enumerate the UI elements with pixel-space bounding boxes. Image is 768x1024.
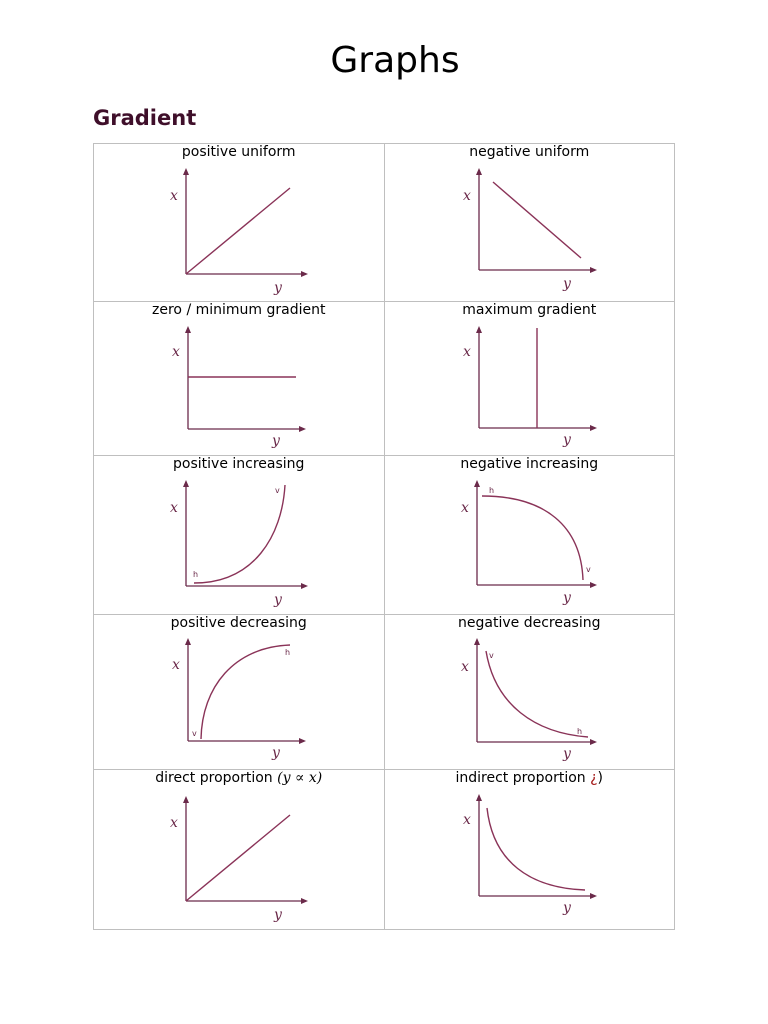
axis-arrow xyxy=(185,326,191,333)
axis-arrow xyxy=(183,796,189,803)
graph-caption: zero / minimum gradient xyxy=(152,302,326,318)
caption-text: direct proportion xyxy=(155,770,273,786)
curve xyxy=(186,188,290,274)
axis-arrow xyxy=(476,326,482,333)
curve xyxy=(487,808,585,890)
axis-arrow xyxy=(590,582,597,588)
axis-label-y: y xyxy=(562,900,571,916)
graph-caption: positive increasing xyxy=(173,456,305,472)
curve xyxy=(186,815,290,901)
cell-maximum-gradient xyxy=(384,302,675,456)
cell-indirect-proportion xyxy=(384,770,675,930)
axis-label-x: x xyxy=(172,657,180,673)
curve xyxy=(201,645,290,739)
cell-positive-increasing xyxy=(94,456,385,615)
axis-arrow xyxy=(299,426,306,432)
axis-label-y: y xyxy=(562,276,571,292)
axis-arrow xyxy=(590,267,597,273)
axis-label-y: y xyxy=(272,745,280,761)
axis-label-x: x xyxy=(170,188,178,204)
graph-zero-gradient xyxy=(94,302,384,456)
axis-label-y: y xyxy=(272,433,280,449)
axis-label-y: y xyxy=(274,907,282,923)
curve-marker-h: h xyxy=(193,570,199,579)
axis-label-y: y xyxy=(562,746,571,762)
page-title: Graphs xyxy=(330,40,460,81)
graph-positive-decreasing xyxy=(94,615,384,770)
cell-negative-decreasing xyxy=(384,615,675,770)
axis-label-x: x xyxy=(462,188,471,204)
curve xyxy=(194,485,285,583)
cell-negative-uniform xyxy=(384,144,675,302)
graphs-table xyxy=(93,143,675,930)
graph-caption: negative uniform xyxy=(469,144,590,160)
axis-label-x: x xyxy=(170,500,178,516)
axis-arrow xyxy=(476,168,482,175)
curve-marker-v: v xyxy=(275,486,280,495)
table-row xyxy=(94,615,675,770)
graph-negative-increasing xyxy=(385,456,675,615)
cell-direct-proportion xyxy=(94,770,385,930)
table-row xyxy=(94,144,675,302)
curve-marker-h: h xyxy=(576,727,582,736)
caption-close: ) xyxy=(597,770,604,786)
cell-negative-increasing xyxy=(384,456,675,615)
curve-marker-v: v xyxy=(488,651,494,660)
axis-arrow xyxy=(474,638,480,645)
section-heading: Gradient xyxy=(93,106,197,130)
curve-marker-v: v xyxy=(192,729,197,738)
table-row xyxy=(94,456,675,615)
curve-marker-h: h xyxy=(285,648,291,657)
graph-negative-uniform xyxy=(385,144,675,302)
axis-label-x: x xyxy=(462,344,471,360)
axis-arrow xyxy=(590,893,597,899)
caption-formula: (y ∝ x) xyxy=(277,770,323,786)
caption-glyph: ¿ xyxy=(590,770,598,786)
axis-arrow xyxy=(301,583,308,589)
cell-zero-gradient xyxy=(94,302,385,456)
graph-indirect-proportion xyxy=(385,770,675,930)
axis-arrow xyxy=(183,168,189,175)
graph-direct-proportion xyxy=(94,770,384,930)
axis-label-x: x xyxy=(460,500,469,516)
axis-arrow xyxy=(476,794,482,801)
axis-label-y: y xyxy=(562,432,571,448)
axis-label-x: x xyxy=(460,659,469,675)
graph-caption: positive decreasing xyxy=(170,615,307,631)
cell-positive-decreasing xyxy=(94,615,385,770)
axis-arrow xyxy=(183,480,189,487)
axis-arrow xyxy=(301,898,308,904)
curve xyxy=(482,496,583,580)
caption-text: indirect proportion xyxy=(455,770,586,786)
graph-caption: maximum gradient xyxy=(462,302,597,318)
graph-negative-decreasing xyxy=(385,615,675,770)
curve-marker-h: h xyxy=(488,486,494,495)
axis-arrow xyxy=(299,738,306,744)
graph-caption: negative increasing xyxy=(460,456,599,472)
axis-label-y: y xyxy=(562,590,571,606)
axis-label-x: x xyxy=(462,812,471,828)
axis-arrow xyxy=(301,271,308,277)
curve-marker-v: v xyxy=(585,565,591,574)
axis-arrow xyxy=(590,425,597,431)
cell-positive-uniform xyxy=(94,144,385,302)
axis-label-x: x xyxy=(170,815,178,831)
axis-arrow xyxy=(185,638,191,645)
graph-positive-increasing xyxy=(94,456,384,615)
graph-caption: negative decreasing xyxy=(458,615,601,631)
axis-label-y: y xyxy=(274,592,282,608)
graph-maximum-gradient xyxy=(385,302,675,456)
graph-positive-uniform xyxy=(94,144,384,302)
table-row xyxy=(94,302,675,456)
axis-label-y: y xyxy=(274,280,282,296)
curve xyxy=(486,651,588,737)
graph-caption: positive uniform xyxy=(181,144,296,160)
axis-arrow xyxy=(590,739,597,745)
axis-arrow xyxy=(474,480,480,487)
table-row xyxy=(94,770,675,930)
axis-label-x: x xyxy=(172,344,180,360)
curve xyxy=(493,182,581,258)
